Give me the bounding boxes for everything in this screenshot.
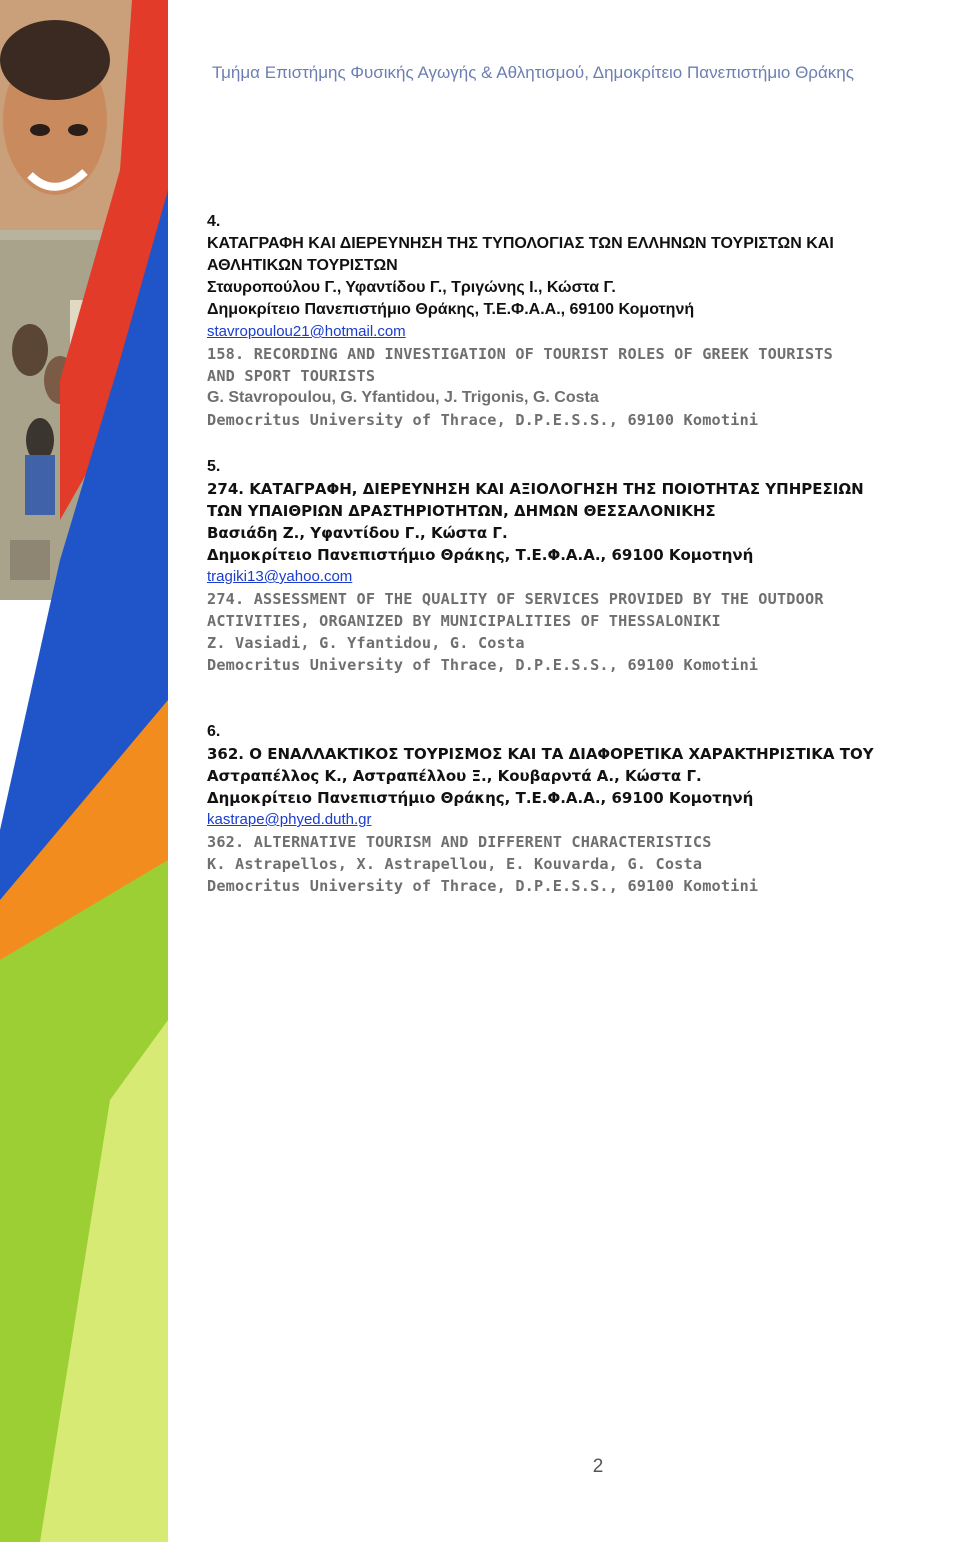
greek-affiliation: Δημοκρίτειο Πανεπιστήμιο Θράκης, Τ.Ε.Φ.Α.Α., 69100 Κομοτηνή <box>207 301 695 318</box>
greek-title: ΚΑΤΑΓΡΑΦΗ ΚΑΙ ΔΙΕΡΕΥΝΗΣΗ ΤΗΣ ΤΥΠΟΛΟΓΙΑΣ ΤΩΝ ΕΛΛΗΝΩΝ ΤΟΥΡΙΣΤΩΝ ΚΑΙ <box>207 235 834 252</box>
greek-authors: Αστραπέλλος Κ., Αστραπέλλου Ξ., Κουβαρντά Α., Κώστα Γ. <box>207 767 702 785</box>
page-header: Τμήμα Επιστήμης Φυσικής Αγωγής & Αθλητισμού, Δημοκρίτειο Πανεπιστήμιο Θράκης <box>212 63 854 82</box>
entry-number: 4. <box>207 213 221 230</box>
english-authors: K. Astrapellos, X. Astrapellou, E. Kouvarda, G. Costa <box>207 855 703 873</box>
entry-number: 5. <box>207 458 221 475</box>
english-title: 158. RECORDING AND INVESTIGATION OF TOURIST ROLES OF GREEK TOURISTS <box>207 345 834 363</box>
abstract-entry <box>207 211 959 431</box>
greek-title-cont: ΑΘΛΗΤΙΚΩΝ ΤΟΥΡΙΣΤΩΝ <box>207 257 398 274</box>
decorative-side-band <box>0 0 168 1542</box>
page-number: 2 <box>592 1456 604 1477</box>
english-title-cont: ACTIVITIES, ORGANIZED BY MUNICIPALITIES OF THESSALONIKI <box>207 612 721 630</box>
email-link[interactable]: tragiki13@yahoo.com <box>207 568 353 585</box>
english-affiliation: Democritus University of Thrace, D.P.E.S.S., 69100 Komotini <box>207 411 759 429</box>
english-affiliation: Democritus University of Thrace, D.P.E.S.S., 69100 Komotini <box>207 877 759 895</box>
english-title: 274. ASSESSMENT OF THE QUALITY OF SERVICES PROVIDED BY THE OUTDOOR <box>207 590 824 608</box>
greek-authors: Σταυροπούλου Γ., Υφαντίδου Γ., Τριγώνης Ι., Κώστα Γ. <box>207 279 616 296</box>
english-title-cont: AND SPORT TOURISTS <box>207 367 376 385</box>
greek-title-cont: ΤΩΝ ΥΠΑΙΘΡΙΩΝ ΔΡΑΣΤΗΡΙΟΤΗΤΩΝ, ΔΗΜΩΝ ΘΕΣΣΑΛΟΝΙΚΗΣ <box>207 502 716 520</box>
greek-affiliation: Δημοκρίτειο Πανεπιστήμιο Θράκης, Τ.Ε.Φ.Α.Α., 69100 Κομοτηνή <box>207 546 754 564</box>
abstract-entry <box>207 456 959 676</box>
english-title: 362. ALTERNATIVE TOURISM AND DIFFERENT CHARACTERISTICS <box>207 833 712 851</box>
english-affiliation: Democritus University of Thrace, D.P.E.S.S., 69100 Komotini <box>207 656 759 674</box>
greek-title: 362. Ο ΕΝΑΛΛΑΚΤΙΚΟΣ ΤΟΥΡΙΣΜΟΣ ΚΑΙ ΤΑ ΔΙΑΦΟΡΕΤΙΚΑ ΧΑΡΑΚΤΗΡΙΣΤΙΚΑ ΤΟΥ <box>207 745 874 763</box>
entry-number: 6. <box>207 723 221 740</box>
abstract-entry <box>207 721 959 897</box>
english-authors: Z. Vasiadi, G. Yfantidou, G. Costa <box>207 634 525 652</box>
email-link[interactable]: stavropoulou21@hotmail.com <box>207 323 406 340</box>
greek-title: 274. ΚΑΤΑΓΡΑΦΗ, ΔΙΕΡΕΥΝΗΣΗ ΚΑΙ ΑΞΙΟΛΟΓΗΣΗ ΤΗΣ ΠΟΙΟΤΗΤΑΣ ΥΠΗΡΕΣΙΩΝ <box>207 480 864 498</box>
greek-authors: Βασιάδη Ζ., Υφαντίδου Γ., Κώστα Γ. <box>207 524 508 542</box>
email-link[interactable]: kastrape@phyed.duth.gr <box>207 811 372 828</box>
side-band-graphic <box>0 0 168 1542</box>
greek-affiliation: Δημοκρίτειο Πανεπιστήμιο Θράκης, Τ.Ε.Φ.Α.Α., 69100 Κομοτηνή <box>207 789 754 807</box>
english-authors: G. Stavropoulou, G. Yfantidou, J. Trigonis, G. Costa <box>207 389 599 406</box>
